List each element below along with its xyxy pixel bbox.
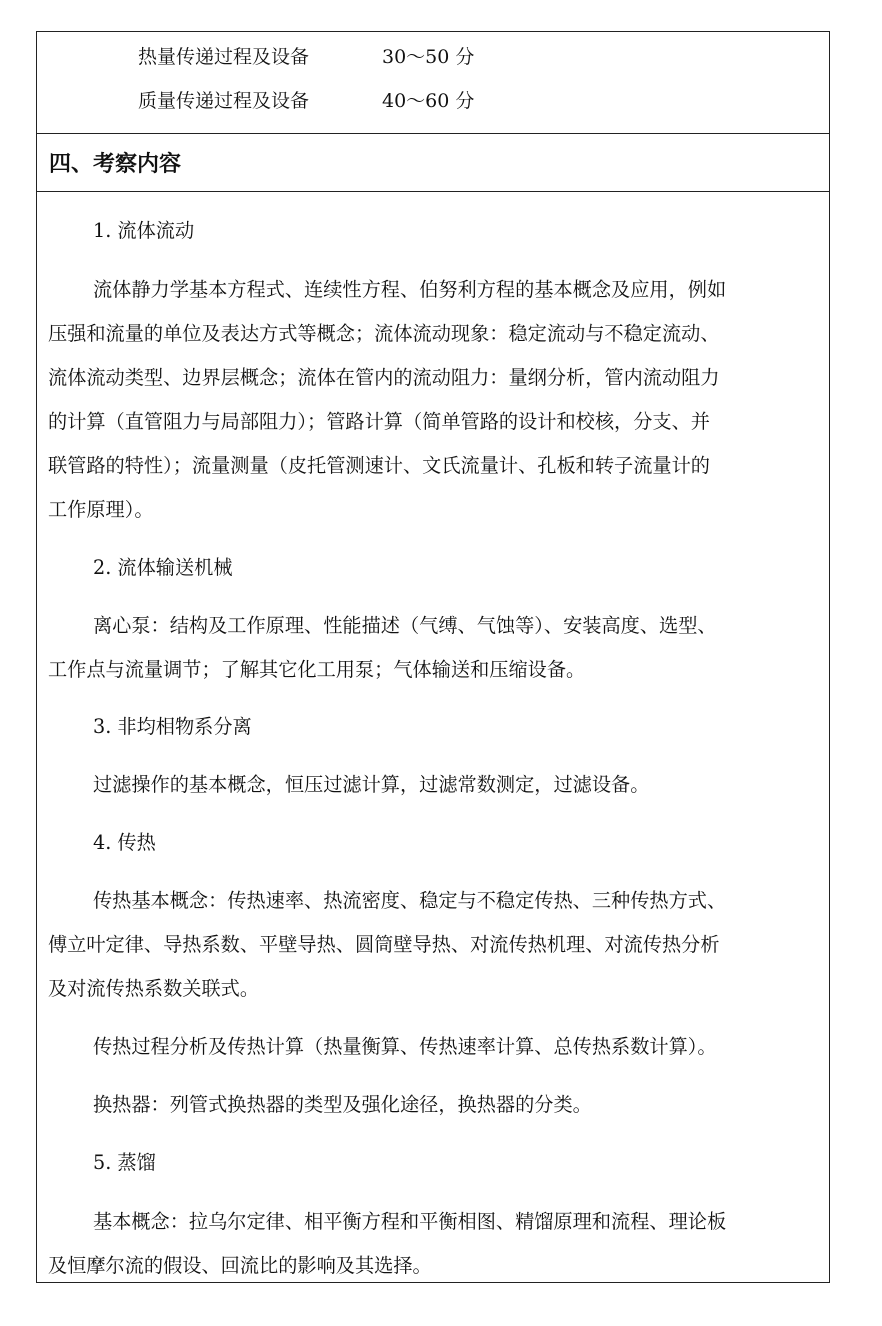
score-item-value: 40～60 分 bbox=[382, 90, 475, 112]
paragraph-line: 工作原理）。 bbox=[48, 498, 154, 521]
score-item-name: 热量传递过程及设备 bbox=[138, 46, 310, 68]
score-row-mass-transfer bbox=[138, 86, 474, 113]
paragraph-line: 传热过程分析及传热计算（热量衡算、传热速率计算、总传热系数计算）。 bbox=[93, 1035, 717, 1058]
topic-heading-heat-transfer: 4. 传热 bbox=[93, 831, 156, 854]
document-frame bbox=[36, 31, 830, 1283]
score-distribution-section bbox=[37, 32, 829, 134]
paragraph-line: 基本概念：拉乌尔定律、相平衡方程和平衡相图、精馏原理和流程、理论板 bbox=[93, 1210, 727, 1233]
score-row-heat-transfer bbox=[138, 42, 474, 69]
paragraph-line: 傅立叶定律、导热系数、平壁导热、圆筒壁导热、对流传热机理、对流传热分析 bbox=[48, 933, 720, 956]
section-title: 四、考察内容 bbox=[49, 152, 182, 177]
paragraph-line: 压强和流量的单位及表达方式等概念；流体流动现象：稳定流动与不稳定流动、 bbox=[48, 322, 720, 345]
paragraph-line: 工作点与流量调节；了解其它化工用泵；气体输送和压缩设备。 bbox=[48, 658, 586, 681]
topic-heading-separation: 3. 非均相物系分离 bbox=[93, 715, 252, 738]
paragraph-line: 联管路的特性）；流量测量（皮托管测速计、文氏流量计、孔板和转子流量计的 bbox=[48, 454, 710, 477]
paragraph-line: 传热基本概念：传热速率、热流密度、稳定与不稳定传热、三种传热方式、 bbox=[93, 889, 727, 912]
paragraph-line: 换热器：列管式换热器的类型及强化途径，换热器的分类。 bbox=[93, 1093, 592, 1116]
paragraph-line: 及对流传热系数关联式。 bbox=[48, 977, 260, 1000]
topic-heading-distillation: 5. 蒸馏 bbox=[93, 1151, 156, 1174]
paragraph-line: 及恒摩尔流的假设、回流比的影响及其选择。 bbox=[48, 1254, 432, 1277]
paragraph-line: 流体流动类型、边界层概念；流体在管内的流动阻力：量纲分析，管内流动阻力 bbox=[48, 366, 720, 389]
paragraph-line: 的计算（直管阻力与局部阻力）；管路计算（简单管路的设计和校核，分支、并 bbox=[48, 410, 710, 433]
paragraph-line: 流体静力学基本方程式、连续性方程、伯努利方程的基本概念及应用，例如 bbox=[93, 278, 727, 301]
topic-heading-fluid-flow: 1. 流体流动 bbox=[93, 219, 195, 242]
paragraph-line: 过滤操作的基本概念，恒压过滤计算，过滤常数测定，过滤设备。 bbox=[93, 773, 650, 796]
topic-heading-fluid-machinery: 2. 流体输送机械 bbox=[93, 556, 233, 579]
score-item-name: 质量传递过程及设备 bbox=[138, 90, 310, 112]
score-item-value: 30～50 分 bbox=[382, 46, 475, 68]
section-header bbox=[37, 134, 829, 192]
paragraph-line: 离心泵：结构及工作原理、性能描述（气缚、气蚀等）、安装高度、选型、 bbox=[93, 614, 717, 637]
